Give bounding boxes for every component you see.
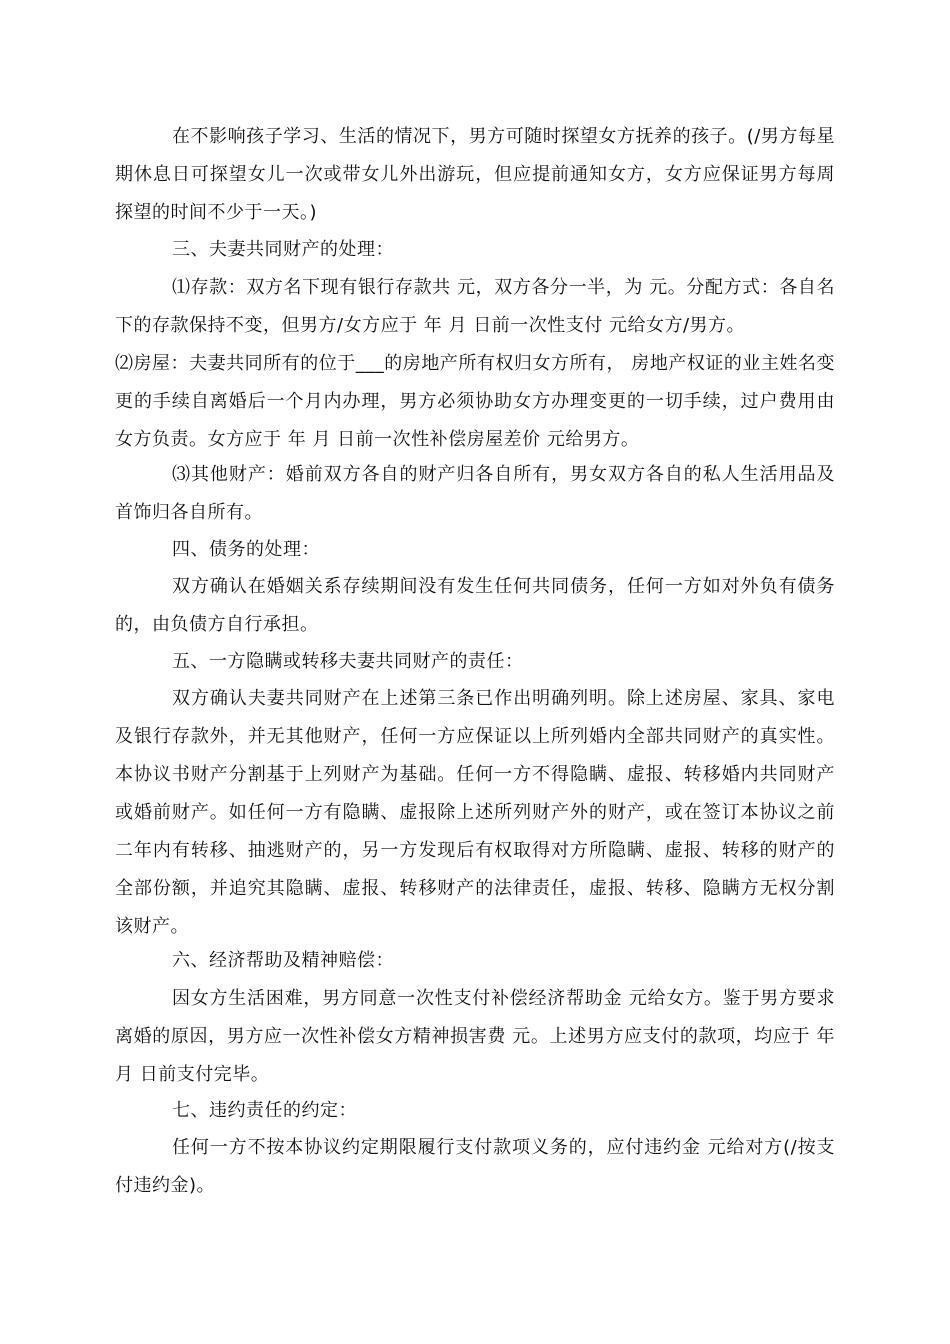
paragraph-financial-aid: 因女方生活困难，男方同意一次性支付补偿经济帮助金 元给女方。鉴于男方要求离婚的原因，男方应一次性补偿女方精神损害费 元。上述男方应支付的款项，均应于 年 月 日前支付完毕。	[115, 988, 835, 1085]
paragraph-other-property: ⑶其他财产：婚前双方各自的财产归各自所有，男女双方各自的私人生活用品及首饰归各自所有。	[115, 464, 835, 523]
heading-breach: 七、违约责任的约定：	[172, 1100, 357, 1121]
paragraph-deposit: ⑴存款：双方名下现有银行存款共 元，双方各分一半，为 元。分配方式：各自名下的存款保持不变，但男方/女方应于 年 月 日前一次性支付 元给女方/男方。	[115, 277, 835, 336]
paragraph-breach: 任何一方不按本协议约定期限履行支付款项义务的，应付违约金 元给对方(/按支付违约金)。	[115, 1137, 835, 1196]
paragraph-house: ⑵房屋：夫妻共同所有的位于___的房地产所有权归女方所有， 房地产权证的业主姓名变更的手续自离婚后一个月内办理，男方必须协助女方办理变更的一切手续，过户费用由女方负责。女方应于 年 月 日前一次性补偿房屋差价 元给男方。	[115, 353, 835, 450]
paragraph-concealment: 双方确认夫妻共同财产在上述第三条已作出明确列明。除上述房屋、家具、家电及银行存款外，并无其他财产，任何一方应保证以上所列婚内全部共同财产的真实性。本协议书财产分割基于上列财产为基础。任何一方不得隐瞒、虚报、转移婚内共同财产或婚前财产。如任何一方有隐瞒、虚报除上述所列财产外的财产，或在签订本协议之前 二年内有转移、抽逃财产的，另一方发现后有权取得对方所隐瞒、虚报、转移的财产的全部份额，并追究其隐瞒、虚报、转移财产的法律责任，虚报、转移、隐瞒方无权分割该财产。	[115, 688, 835, 937]
heading-concealment: 五、一方隐瞒或转移夫妻共同财产的责任：	[172, 651, 524, 672]
heading-common-property: 三、夫妻共同财产的处理：	[172, 239, 394, 260]
paragraph-debt: 双方确认在婚姻关系存续期间没有发生任何共同债务，任何一方如对外负有债务的，由负债方自行承担。	[115, 576, 835, 635]
heading-financial-aid: 六、经济帮助及精神赔偿：	[172, 950, 394, 971]
heading-debt: 四、债务的处理：	[172, 539, 320, 560]
paragraph-visitation: 在不影响孩子学习、生活的情况下，男方可随时探望女方抚养的孩子。(/男方每星期休息日可探望女儿一次或带女儿外出游玩，但应提前通知女方，女方应保证男方每周探望的时间不少于一天。)	[115, 126, 835, 223]
